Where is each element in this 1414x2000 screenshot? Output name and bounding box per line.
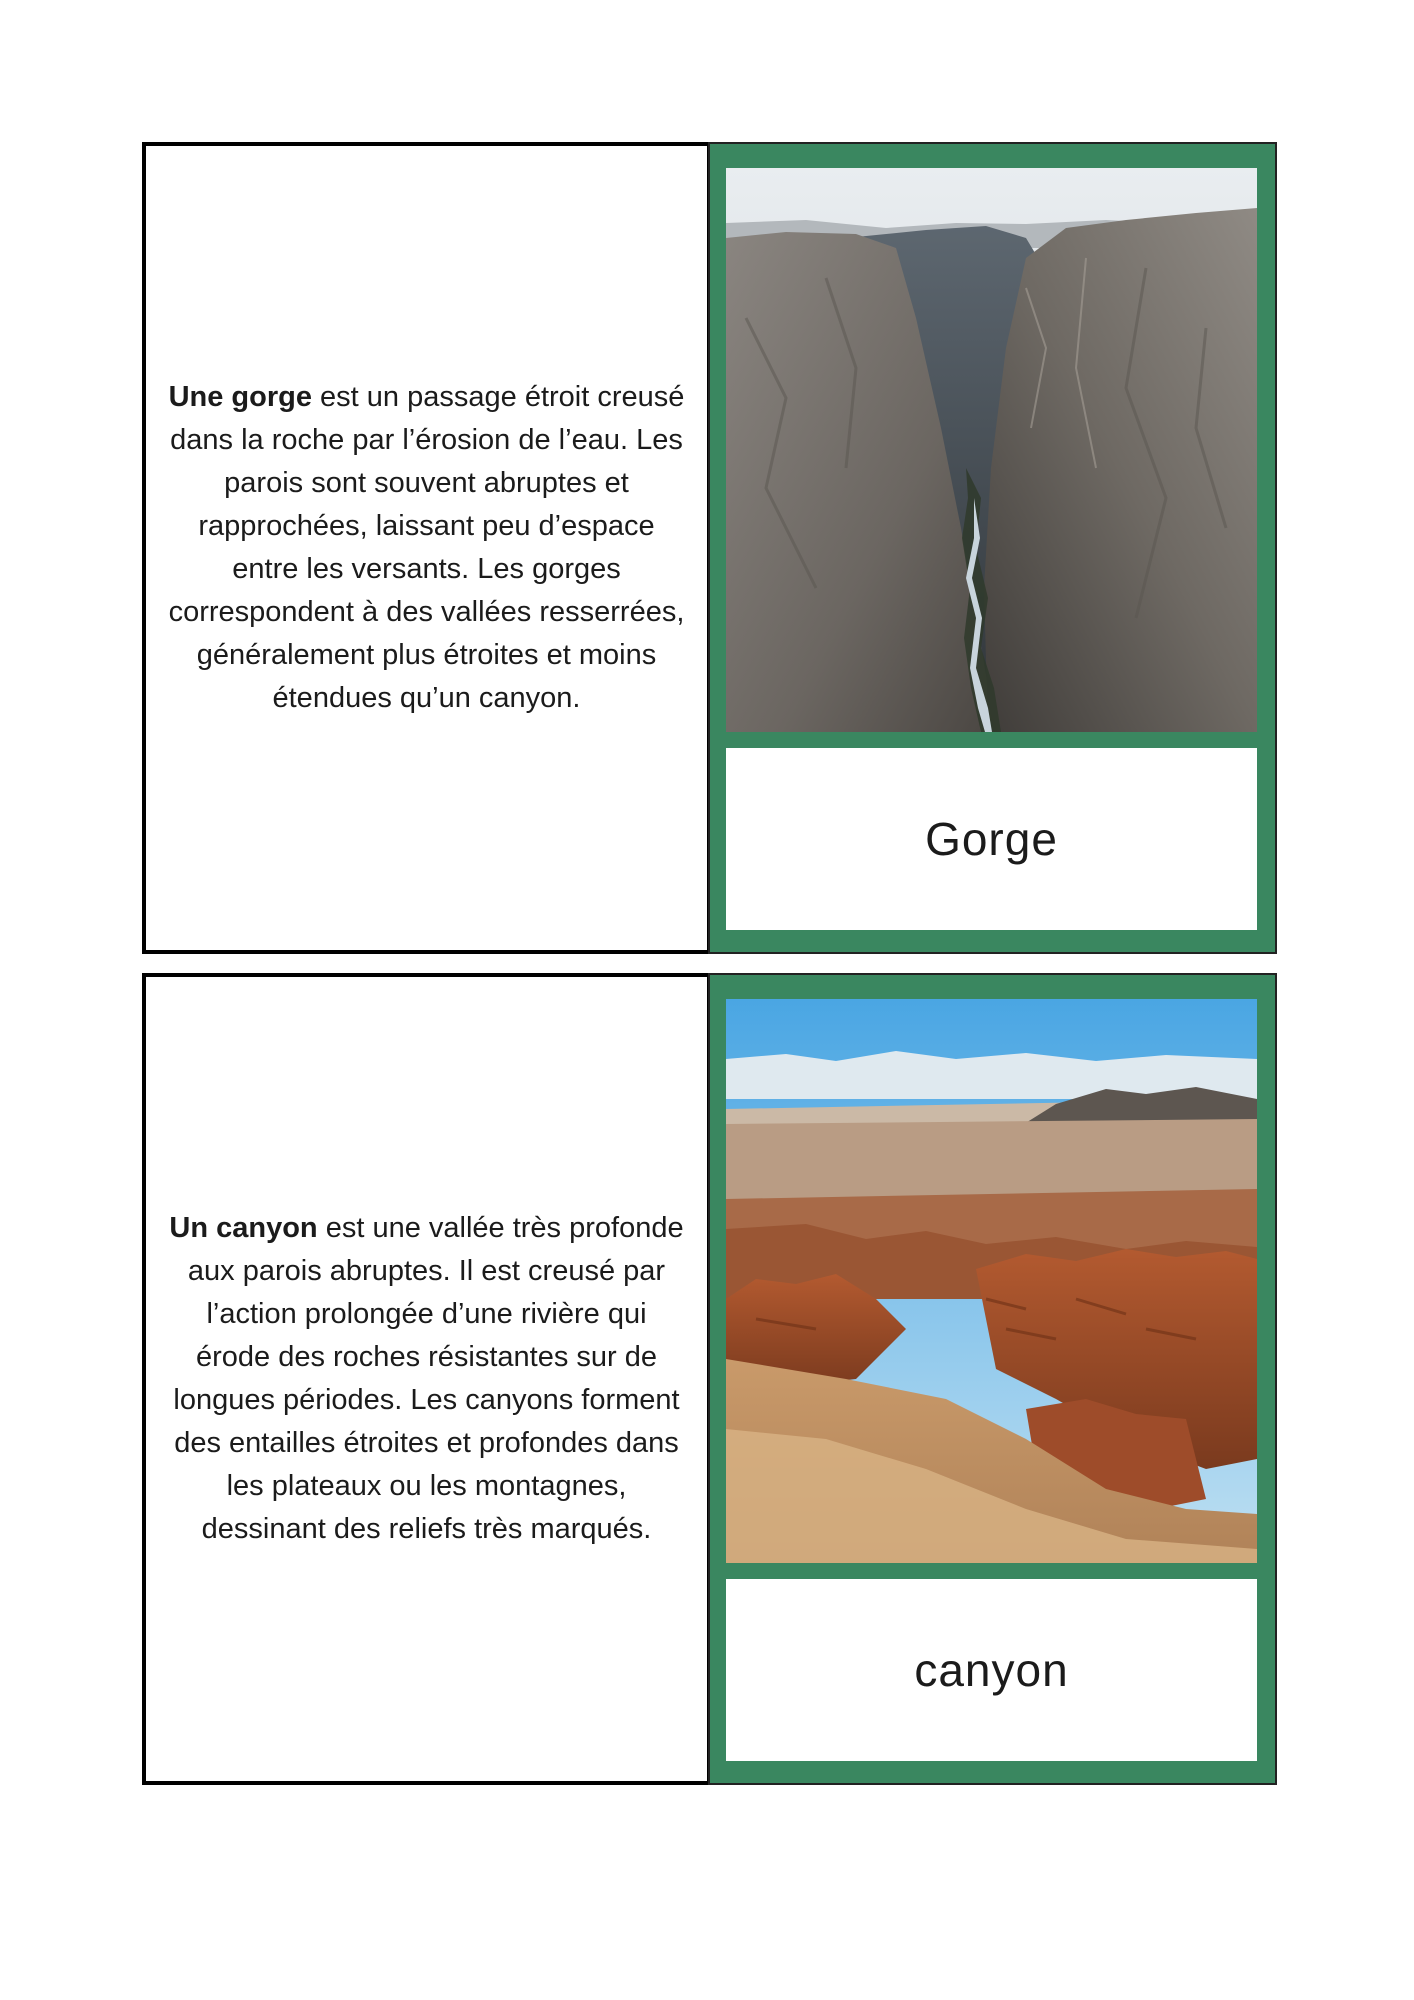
definition-body-gorge: est un passage étroit creusé dans la roche par l’érosion de l’eau. Les parois sont souvent abruptes et rapprochées, laissant peu d’espace entre les versants. Les gorges correspondent à des vallées resserrées, généralement plus étroites et moins étendues qu’un canyon. [168,381,685,714]
label-gorge: Gorge [925,813,1058,865]
definition-text-gorge [167,376,687,720]
card-pair-gorge [142,142,1276,954]
canyon-photo [726,999,1257,1563]
label-box-canyon [726,1579,1257,1761]
picture-card-canyon [708,973,1277,1785]
definition-card-canyon [142,973,711,1785]
label-canyon: canyon [914,1644,1069,1696]
definition-body-canyon: est une vallée très profonde aux parois abruptes. Il est creusé par l’action prolongée d’une rivière qui érode des roches résistantes sur de longues périodes. Les canyons forment des entailles étroites et profondes dans les plateaux ou les montagnes, dessinant des reliefs très marqués. [173,1212,684,1545]
label-box-gorge [726,748,1257,930]
gorge-photo [726,168,1257,732]
definition-term-canyon: Un canyon [169,1212,318,1244]
definition-text-canyon [167,1207,687,1551]
definition-term-gorge: Une gorge [168,381,312,413]
picture-card-gorge [708,142,1277,954]
definition-card-gorge [142,142,711,954]
card-pair-canyon [142,973,1276,1785]
